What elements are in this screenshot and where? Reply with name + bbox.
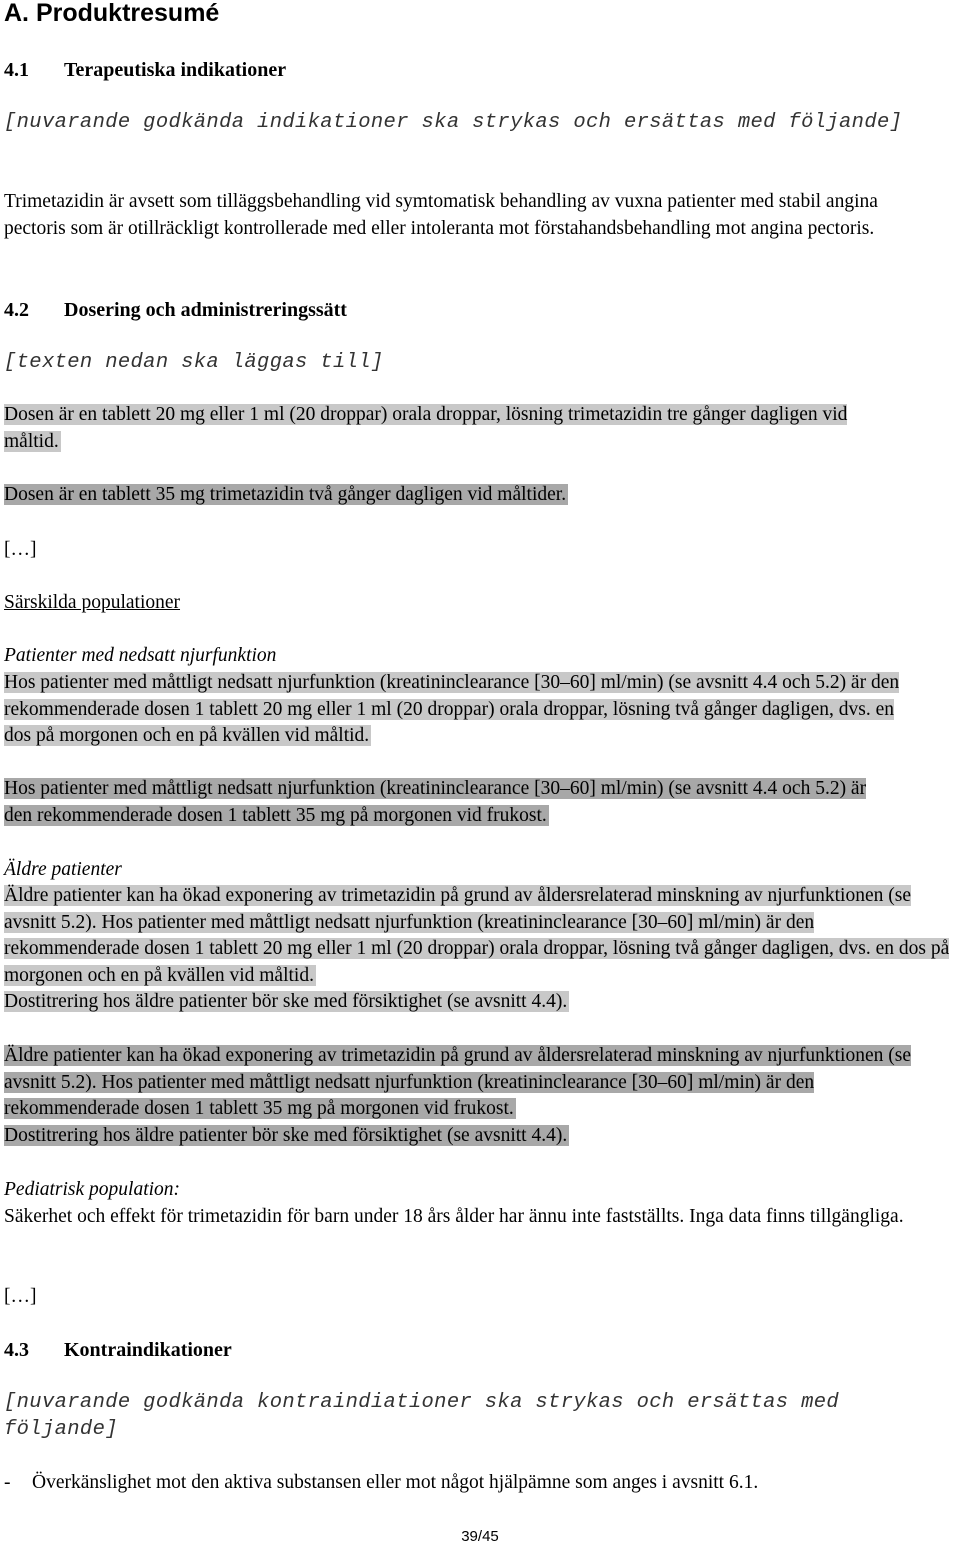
renal-dosage-35mg [4, 776, 894, 829]
contraindication-text: Överkänslighet mot den aktiva substansen eller mot något hjälpämne som anges i avsnitt 6.1. [32, 1472, 759, 1493]
indication-text: Trimetazidin är avsett som tilläggsbehandling vid symtomatisk behandling av vuxna patienter med stabil angina pectoris som är otillräckligt kontrollerade med eller intoleranta mot förstahandsbehandling mot angina pectoris. [4, 191, 878, 239]
highlighted-text: Äldre patienter kan ha ökad exponering av trimetazidin på grund av åldersrelaterad minskning av njurfunktionen (se avsnitt 5.2). Hos patienter med måttligt nedsatt njurfunktion (kreatininclearance [30–60] ml/min) är den rekommenderade dosen 1 tablett 35 mg på morgonen vid frukost. [4, 1045, 911, 1119]
editorial-note: [nuvarande godkända kontraindiationer ska strykas och ersättas med följande] [4, 1391, 840, 1441]
elderly-dosage-35mg [4, 1043, 929, 1149]
section-title: Kontraindikationer [64, 1339, 232, 1361]
section-heading-4-2 [4, 297, 347, 324]
section-heading-4-1 [4, 57, 286, 84]
renal-dosage-20mg [4, 670, 909, 750]
ellipsis: […] [4, 539, 37, 560]
dosage-35mg [4, 482, 904, 509]
pediatric-heading: Pediatrisk population: [4, 1179, 181, 1200]
section-heading-4-3 [4, 1337, 232, 1364]
section-title: Terapeutiska indikationer [64, 59, 287, 81]
renal-heading: Patienter med nedsatt njurfunktion [4, 645, 277, 666]
elderly-dosage-20mg [4, 883, 954, 1016]
ellipsis: […] [4, 1286, 37, 1307]
page-number: 39/45 [461, 1528, 499, 1545]
pediatric-text: Säkerhet och effekt för trimetazidin för barn under 18 års ålder har ännu inte fastställts. Inga data finns tillgängliga. [4, 1206, 904, 1227]
highlighted-text: Dostitrering hos äldre patienter bör ske med försiktighet (se avsnitt 4.4). [4, 991, 568, 1012]
highlighted-text: Dostitrering hos äldre patienter bör ske med försiktighet (se avsnitt 4.4). [4, 1124, 568, 1146]
highlighted-text: Äldre patienter kan ha ökad exponering av trimetazidin på grund av åldersrelaterad minskning av njurfunktionen (se avsnitt 5.2). Hos patienter med måttligt nedsatt njurfunktion (kreatininclearance [30–60] ml/min) är den rekommenderade dosen 1 tablett 20 mg eller 1 ml (20 droppar) orala droppar, lösning två gånger dagligen, dvs. en dos på morgonen och en på kvällen vid måltid. [4, 885, 950, 986]
highlighted-text: Hos patienter med måttligt nedsatt njurfunktion (kreatininclearance [30–60] ml/min) (se avsnitt 4.4 och 5.2) är den rekommenderade dosen 1 tablett 35 mg på morgonen vid frukost. [4, 778, 867, 826]
editorial-note: [texten nedan ska läggas till] [4, 351, 384, 374]
list-dash: - [4, 1472, 11, 1493]
special-populations-heading: Särskilda populationer [4, 592, 181, 613]
contraindication-item [4, 1470, 758, 1497]
editorial-note: [nuvarande godkända indikationer ska strykas och ersättas med följande] [4, 111, 903, 134]
highlighted-text: Dosen är en tablett 35 mg trimetazidin två gånger dagligen vid måltider. [4, 484, 567, 505]
section-number: 4.3 [4, 1339, 29, 1361]
document-title: A. Produktresumé [4, 0, 220, 27]
dosage-20mg [4, 402, 904, 455]
section-number: 4.2 [4, 299, 29, 321]
highlighted-text: Dosen är en tablett 20 mg eller 1 ml (20 droppar) orala droppar, lösning trimetazidin tre gånger dagligen vid måltid. [4, 404, 848, 452]
highlighted-text: Hos patienter med måttligt nedsatt njurfunktion (kreatininclearance [30–60] ml/min) (se avsnitt 4.4 och 5.2) är den rekommenderade dosen 1 tablett 20 mg eller 1 ml (20 droppar) orala droppar, lösning två gånger dagligen, dvs. en dos på morgonen och en på kvällen vid måltid. [4, 672, 900, 746]
section-title: Dosering och administreringssätt [64, 299, 347, 321]
section-number: 4.1 [4, 59, 29, 81]
elderly-heading: Äldre patienter [4, 859, 122, 880]
